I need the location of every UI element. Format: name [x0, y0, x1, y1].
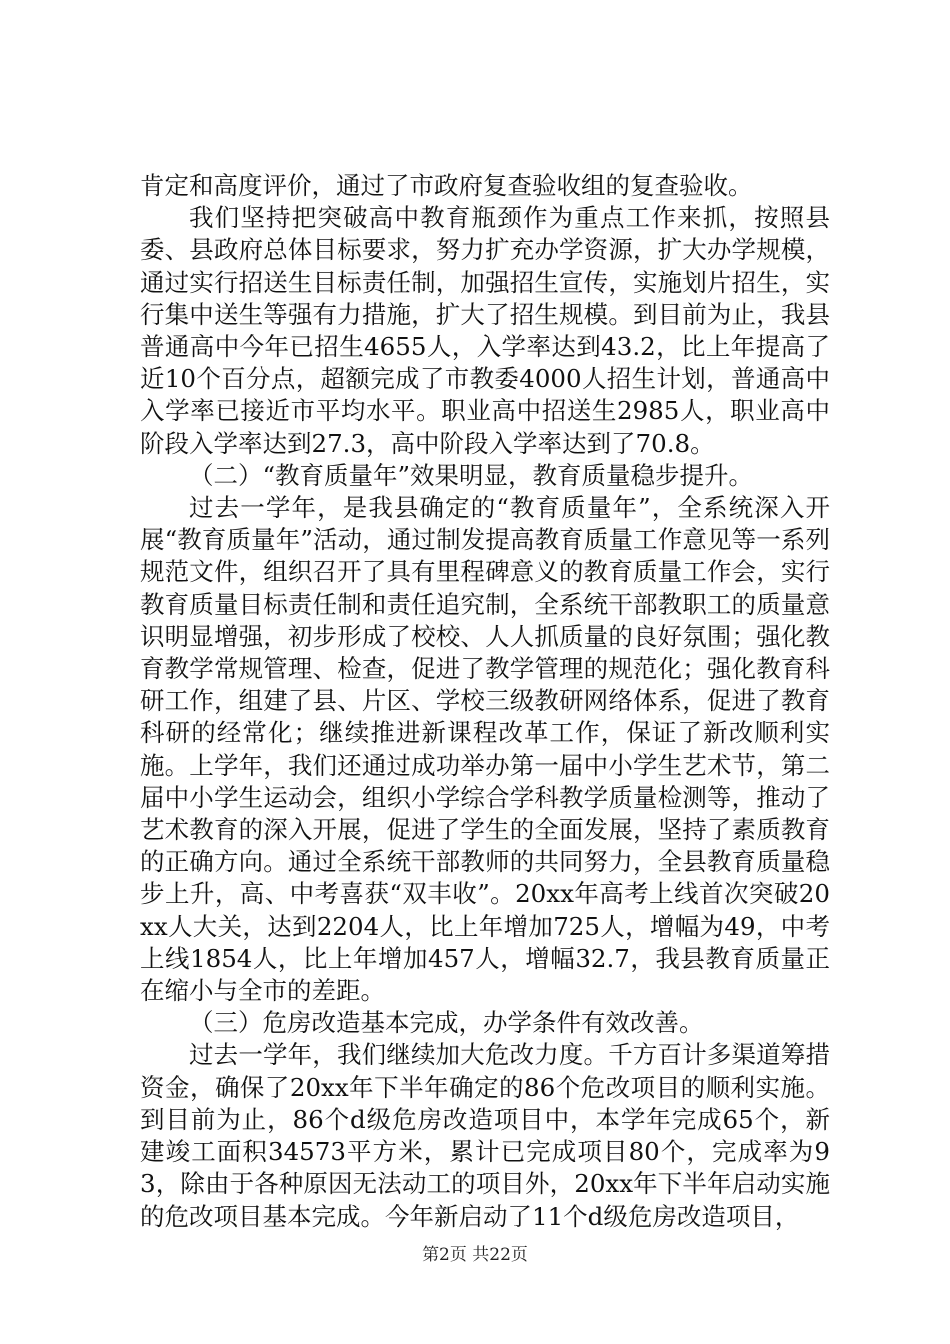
page-number-label: 第2页 共22页: [422, 1245, 528, 1265]
paragraph-4: 过去一学年，我们继续加大危改力度。千方百计多渠道筹措资金，确保了20xx年下半年确定的86个危改项目的顺利实施。到目前为止，86个d级危房改造项目中，本学年完成65个，新建竣工面积34573平方米，累计已完成项目80个，完成率为93，除由于各种原因无法动工的项目外，20xx年下半年启动实施的危改项目基本完成。今年新启动了11个d级危房改造项目，: [140, 1040, 830, 1231]
section-heading-3: （三）危房改造基本完成，办学条件有效改善。: [189, 1008, 704, 1038]
section-heading-2: （二）“教育质量年”效果明显，教育质量稳步提升。: [189, 460, 754, 490]
document-body: [140, 170, 830, 1233]
page-footer: [0, 1245, 950, 1265]
paragraph-1: 肯定和高度评价，通过了市政府复查验收组的复查验收。: [140, 171, 753, 200]
paragraph-2: 我们坚持把突破高中教育瓶颈作为重点工作来抓，按照县委、县政府总体目标要求，努力扩充办学资源，扩大办学规模，通过实行招送生目标责任制，加强招生宣传，实施划片招生，实行集中送生等强有力措施，扩大了招生规模。到目前为止，我县普通高中今年已招生4655人，入学率达到43.2，比上年提高了近10个百分点，超额完成了市教委4000人招生计划，普通高中入学率已接近市平均水平。职业高中招送生2985人，职业高中阶段入学率达到27.3，高中阶段入学率达到了70.8。: [140, 203, 830, 458]
paragraph-3: 过去一学年，是我县确定的“教育质量年”，全系统深入开展“教育质量年”活动，通过制发提高教育质量工作意见等一系列规范文件，组织召开了具有里程碑意义的教育质量工作会，实行教育质量目标责任制和责任追究制，全系统干部教职工的质量意识明显增强，初步形成了校校、人人抓质量的良好氛围；强化教育教学常规管理、检查，促进了教学管理的规范化；强化教育科研工作，组建了县、片区、学校三级教研网络体系，促进了教育科研的经常化；继续推进新课程改革工作，保证了新改顺利实施。上学年，我们还通过成功举办第一届中小学生艺术节，第二届中小学生运动会，组织小学综合学科教学质量检测等，推动了艺术教育的深入开展，促进了学生的全面发展，坚持了素质教育的正确方向。通过全系统干部教师的共同努力，全县教育质量稳步上升，高、中考喜获“双丰收”。20xx年高考上线首次突破20xx人大关，达到2204人，比上年增加725人，增幅为49，中考上线1854人，比上年增加457人，增幅32.7，我县教育质量正在缩小与全市的差距。: [140, 493, 830, 1006]
